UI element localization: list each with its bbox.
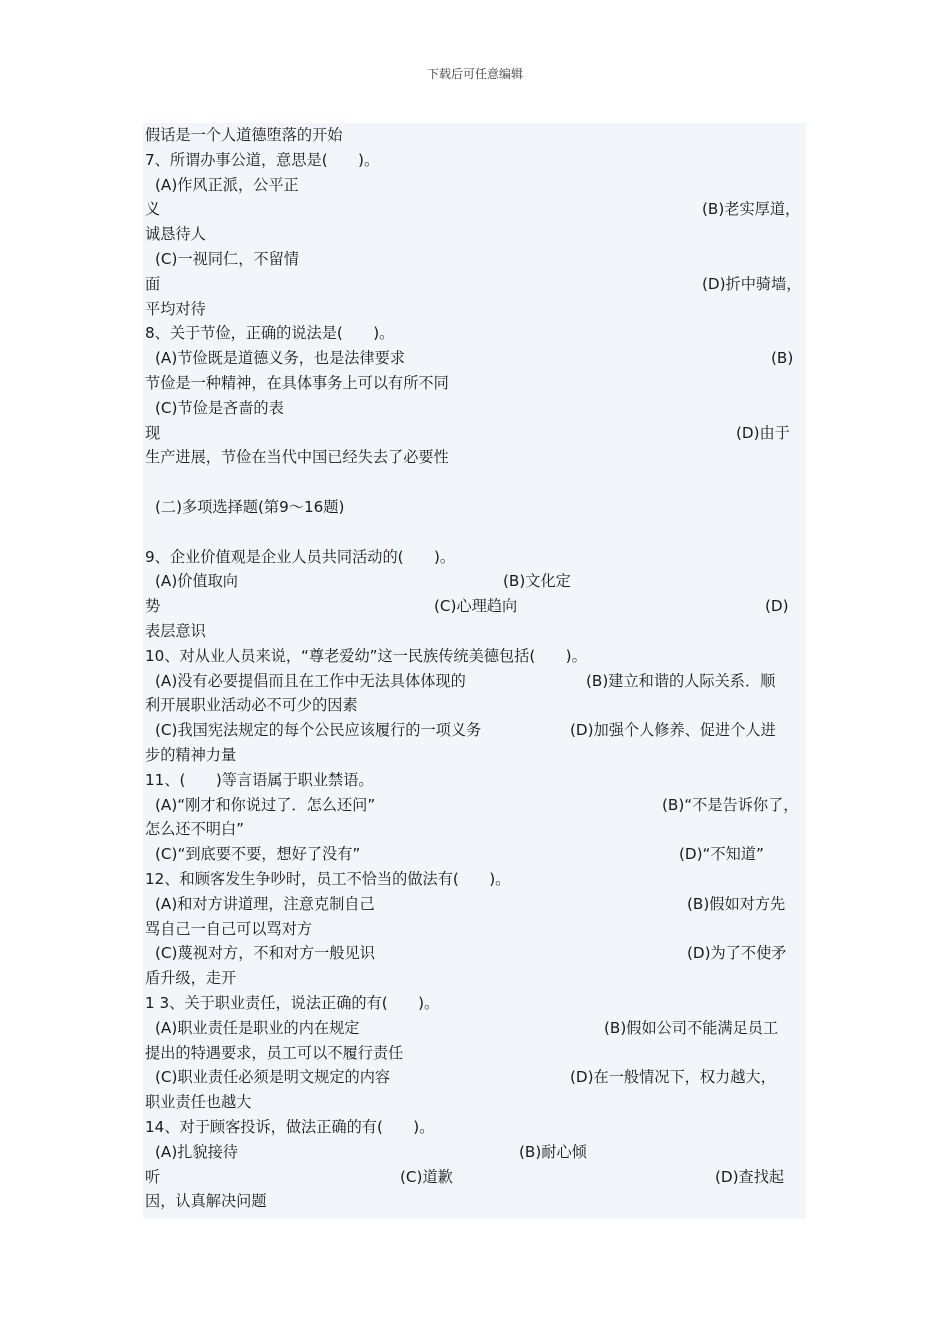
text-line (145, 917, 802, 942)
text-segment: (D)为了不使矛 (687, 944, 787, 963)
text-segment: 现 (145, 423, 161, 442)
text-segment: 7、所谓办事公道，意思是( )。 (145, 150, 380, 169)
text-segment: 利开展职业活动必不可少的因素 (145, 696, 358, 715)
text-line (145, 669, 802, 694)
text-segment: 生产进展，节俭在当代中国已经失去了必要性 (145, 448, 449, 467)
text-line (145, 1041, 802, 1066)
text-line (145, 148, 802, 173)
text-segment: 步的精神力量 (145, 746, 237, 764)
text-segment: (D)折中骑墙， (702, 274, 802, 293)
text-segment: 平均对待 (145, 299, 206, 318)
text-segment: 职业责任也越大 (145, 1093, 252, 1112)
text-segment: 表层意识 (145, 622, 206, 640)
text-segment: 怎么还不明白” (145, 820, 244, 839)
text-line (145, 247, 802, 272)
text-segment: (D) (765, 597, 789, 616)
text-segment: 14、对于顾客投诉，做法正确的有( )。 (145, 1118, 435, 1136)
text-line (145, 1065, 802, 1090)
text-line (145, 545, 802, 570)
text-segment: 11、( )等言语属于职业禁语。 (145, 770, 374, 789)
text-segment: 诚恳待人 (145, 225, 206, 244)
text-segment: 盾升级，走开 (145, 969, 237, 988)
text-line (145, 222, 802, 247)
text-segment: (C)蔑视对方，不和对方一般见识 (155, 944, 375, 963)
text-line (145, 644, 802, 669)
text-segment: (B)假如对方先 (687, 894, 786, 913)
text-segment: (C)我国宪法规定的每个公民应该履行的一项义务 (155, 721, 482, 740)
text-segment: (A)和对方讲道理，注意克制自己 (155, 894, 375, 913)
text-line (145, 520, 802, 545)
text-segment: (A)“刚才和你说过了．怎么还问” (155, 795, 376, 814)
text-line (145, 1165, 802, 1190)
text-line (145, 445, 802, 470)
text-segment: 提出的特遇要求，员工可以不履行责任 (145, 1043, 404, 1062)
text-segment: (A)价值取向 (155, 572, 238, 591)
text-line (145, 421, 802, 446)
text-segment: (C)职业责任必须是明文规定的内容 (155, 1068, 391, 1087)
text-line (145, 892, 802, 917)
text-segment: 节俭是一种精神，在具体事务上可以有所不同 (145, 374, 449, 392)
text-segment: (C)一视同仁，不留情 (155, 250, 299, 268)
text-segment: (A)节俭既是道德义务，也是法律要求 (155, 349, 406, 368)
text-line (145, 718, 802, 743)
text-segment: (D)在一般情况下，权力越大， (570, 1068, 776, 1087)
text-segment: (A)扎貌接待 (155, 1142, 238, 1161)
text-line (145, 793, 802, 818)
text-segment: 1 3、关于职业责任，说法正确的有( )。 (145, 994, 440, 1012)
document-body (143, 123, 806, 1219)
text-line (145, 966, 802, 991)
text-line (145, 594, 802, 619)
text-line (145, 867, 802, 892)
text-segment: (A)作风正派，公平正 (155, 175, 299, 194)
text-segment: (D)加强个人修养、促进个人进 (570, 721, 776, 740)
text-segment: 听 (145, 1167, 161, 1186)
text-segment: 势 (145, 597, 161, 616)
text-segment: (B) (771, 349, 794, 368)
text-line (145, 768, 802, 793)
text-segment: (B)建立和谐的人际关系．顺 (586, 671, 776, 690)
text-segment: 9、企业价值观是企业人员共同活动的( )。 (145, 547, 456, 566)
text-segment: (A)职业责任是职业的内在规定 (155, 1018, 360, 1037)
text-line (145, 173, 802, 198)
text-line (145, 817, 802, 842)
text-segment: 因，认真解决问题 (145, 1192, 267, 1211)
text-segment: (B)耐心倾 (519, 1142, 587, 1161)
text-line (145, 297, 802, 322)
text-line (145, 1016, 802, 1041)
text-segment: (C)“到底要不要，想好了没有” (155, 845, 361, 864)
text-segment: 8、关于节俭，正确的说法是( )。 (145, 324, 395, 343)
text-line (145, 1115, 802, 1140)
text-line (145, 991, 802, 1016)
text-line (145, 1189, 802, 1214)
page-header: 下载后可任意编辑 (426, 67, 523, 81)
text-segment: 12、和顾客发生争吵时，员工不恰当的做法有( )。 (145, 870, 511, 888)
text-segment: (B)老实厚道， (702, 200, 801, 219)
text-segment: 骂自己一自己可以骂对方 (145, 919, 313, 938)
text-line (145, 197, 802, 222)
text-segment: (D)由于 (736, 423, 790, 442)
text-line (145, 321, 802, 346)
text-segment: (B)文化定 (503, 572, 571, 591)
text-line (145, 272, 802, 297)
text-segment: (二)多项选择题(第9～16题) (155, 498, 345, 516)
text-segment: (C)心理趋向 (434, 597, 518, 616)
text-line (145, 619, 802, 644)
text-line (145, 371, 802, 396)
text-segment: (D)“不知道” (679, 845, 764, 864)
text-line (145, 1140, 802, 1165)
text-line (145, 941, 802, 966)
text-segment: 假话是一个人道德堕落的开始 (145, 126, 343, 144)
text-segment: (C)道歉 (400, 1167, 453, 1186)
text-segment: 面 (145, 274, 161, 293)
text-line (145, 346, 802, 371)
text-line (145, 495, 802, 520)
text-segment: (B)“不是告诉你了， (662, 795, 799, 814)
text-line (145, 693, 802, 718)
text-line (145, 743, 802, 768)
text-line (145, 123, 802, 148)
text-segment: 义 (145, 200, 161, 219)
text-segment: (A)没有必要提倡而且在工作中无法具体体现的 (155, 671, 466, 690)
text-segment: (D)查找起 (715, 1167, 785, 1186)
text-line (145, 396, 802, 421)
text-segment: (C)节俭是吝啬的表 (155, 398, 284, 417)
text-segment: (B)假如公司不能满足员工 (604, 1018, 779, 1037)
text-segment: 10、对从业人员来说，“尊老爱幼”这一民族传统美德包括( )。 (145, 646, 587, 665)
text-line (145, 569, 802, 594)
text-line (145, 842, 802, 867)
text-line (145, 470, 802, 495)
text-line (145, 1090, 802, 1115)
